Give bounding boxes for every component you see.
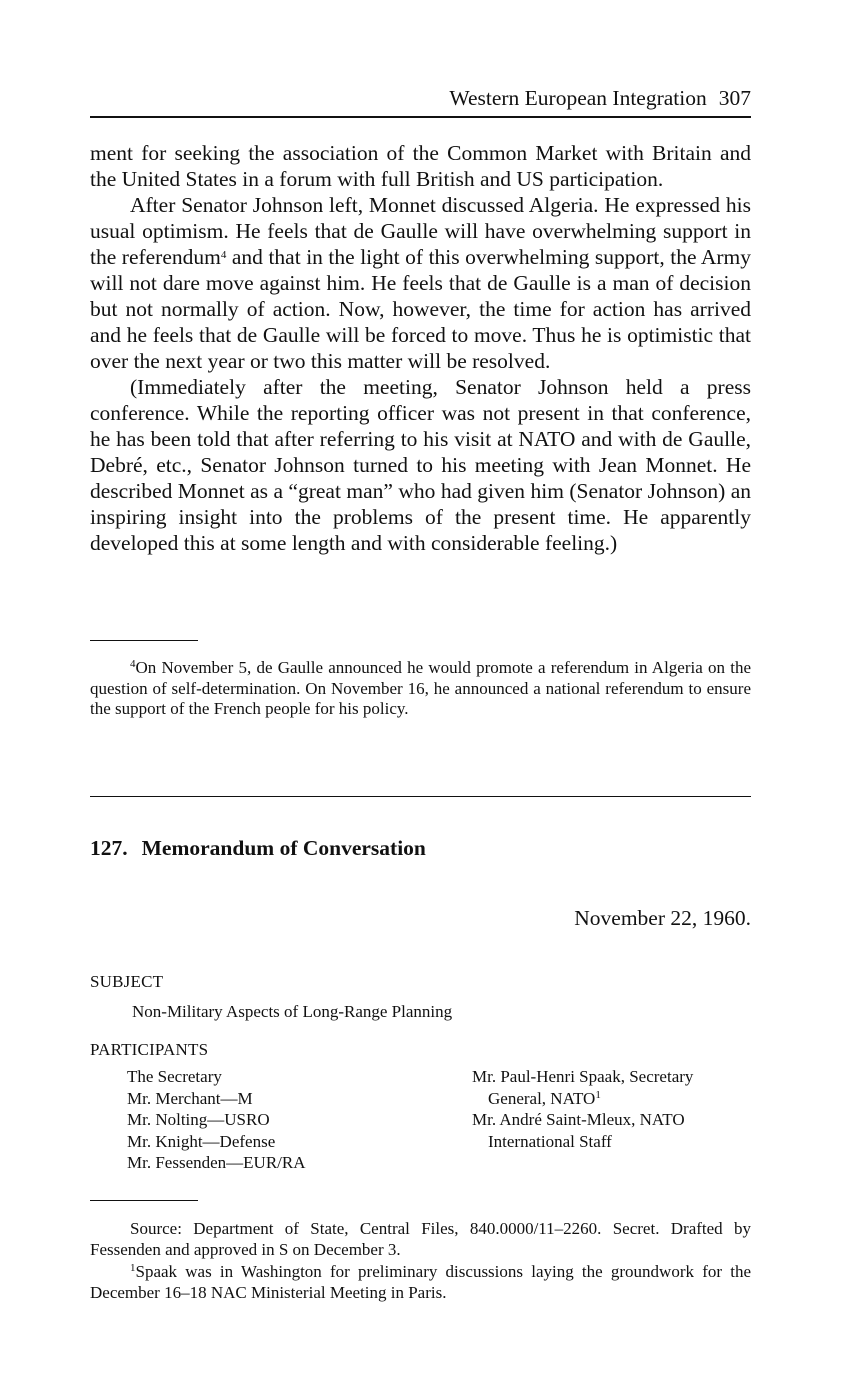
running-head — [90, 86, 751, 114]
participant: Mr. Nolting—USRO — [127, 1110, 270, 1129]
footnote-4 — [90, 658, 751, 720]
participant: Mr. Knight—Defense — [127, 1131, 276, 1151]
participants-list-left — [127, 1066, 427, 1174]
document-heading — [90, 836, 426, 861]
footnote-rule — [90, 640, 198, 641]
source-note: Source: Department of State, Central Files, 840.0000/11–2260. Secret. Drafted by Fessenden and approved in S on December 3. — [90, 1219, 751, 1259]
paragraph-1: ment for seeking the association of the Common Market with Britain and the United States in a forum with full British and US participation. — [90, 141, 751, 191]
paragraph-2 — [90, 192, 751, 374]
footnote-ref-4[interactable]: 4 — [220, 249, 227, 261]
participants-list-right — [472, 1066, 752, 1152]
subject-text: Non-Military Aspects of Long-Range Planning — [132, 1002, 453, 1021]
paragraph-3: (Immediately after the meeting, Senator Johnson held a press conference. While the reporting officer was not present in that conference, he has been told that after referring to his visit at NATO and with de Gaulle, Debré, etc., Senator Johnson turned to his meeting with Jean Monnet. He described Monnet as a “great man” who had given him (Senator Johnson) an inspiring insight into the problems of the present time. He apparently developed this at some length and with considerable feeling.) — [90, 375, 751, 555]
header-rule — [90, 116, 751, 118]
participants-label: PARTICIPANTS — [90, 1040, 209, 1059]
footnote-rule-2 — [90, 1200, 198, 1201]
footnote-4-text: On November 5, de Gaulle announced he would promote a referendum in Algeria on the question of self-determination. On November 16, he announced a national referendum to ensure the support of the French people for his policy. — [90, 658, 751, 718]
document-number: 127. — [90, 836, 128, 860]
footnote-1 — [90, 1262, 751, 1303]
footnote-ref-1[interactable]: 1 — [595, 1088, 601, 1101]
participant: Mr. Fessenden—EUR/RA — [127, 1153, 306, 1172]
document-title: Memorandum of Conversation — [141, 836, 426, 860]
participant — [472, 1066, 752, 1109]
page-number: 307 — [718, 86, 751, 110]
participant: The Secretary — [127, 1067, 222, 1086]
paragraph-2-part-1: After Senator Johnson left, Monnet discussed Algeria. He expressed his usual optimism. He feels that de Gaulle will have overwhelming support in the referendum — [90, 193, 751, 269]
document-date: November 22, 1960. — [574, 906, 751, 930]
participant-text: Mr. Paul-Henri Spaak, Secretary General, NATO — [472, 1067, 694, 1108]
footnote-4-marker: 4 — [130, 658, 136, 670]
participant: Mr. Merchant—M — [127, 1088, 253, 1108]
footnote-1-marker: 1 — [130, 1262, 136, 1274]
footnote-1-text: Spaak was in Washington for preliminary discussions laying the groundwork for the December 16–18 NAC Ministerial Meeting in Paris. — [90, 1262, 751, 1302]
participant-text: Mr. André Saint-Mleux, NATO International Staff — [472, 1110, 685, 1151]
running-head-title: Western European Integration — [449, 86, 707, 110]
subject-label: SUBJECT — [90, 972, 164, 991]
section-rule — [90, 796, 751, 797]
paragraph-2-part-2: and that in the light of this overwhelming support, the Army will not dare move against him. He feels that de Gaulle is a man of decision but not normally of action. Now, however, the time for action has arrived and he feels that de Gaulle will be forced to move. Thus he is optimistic that over the next year or two this matter will be resolved. — [90, 245, 751, 373]
body-text — [90, 140, 751, 556]
participant — [472, 1109, 752, 1152]
